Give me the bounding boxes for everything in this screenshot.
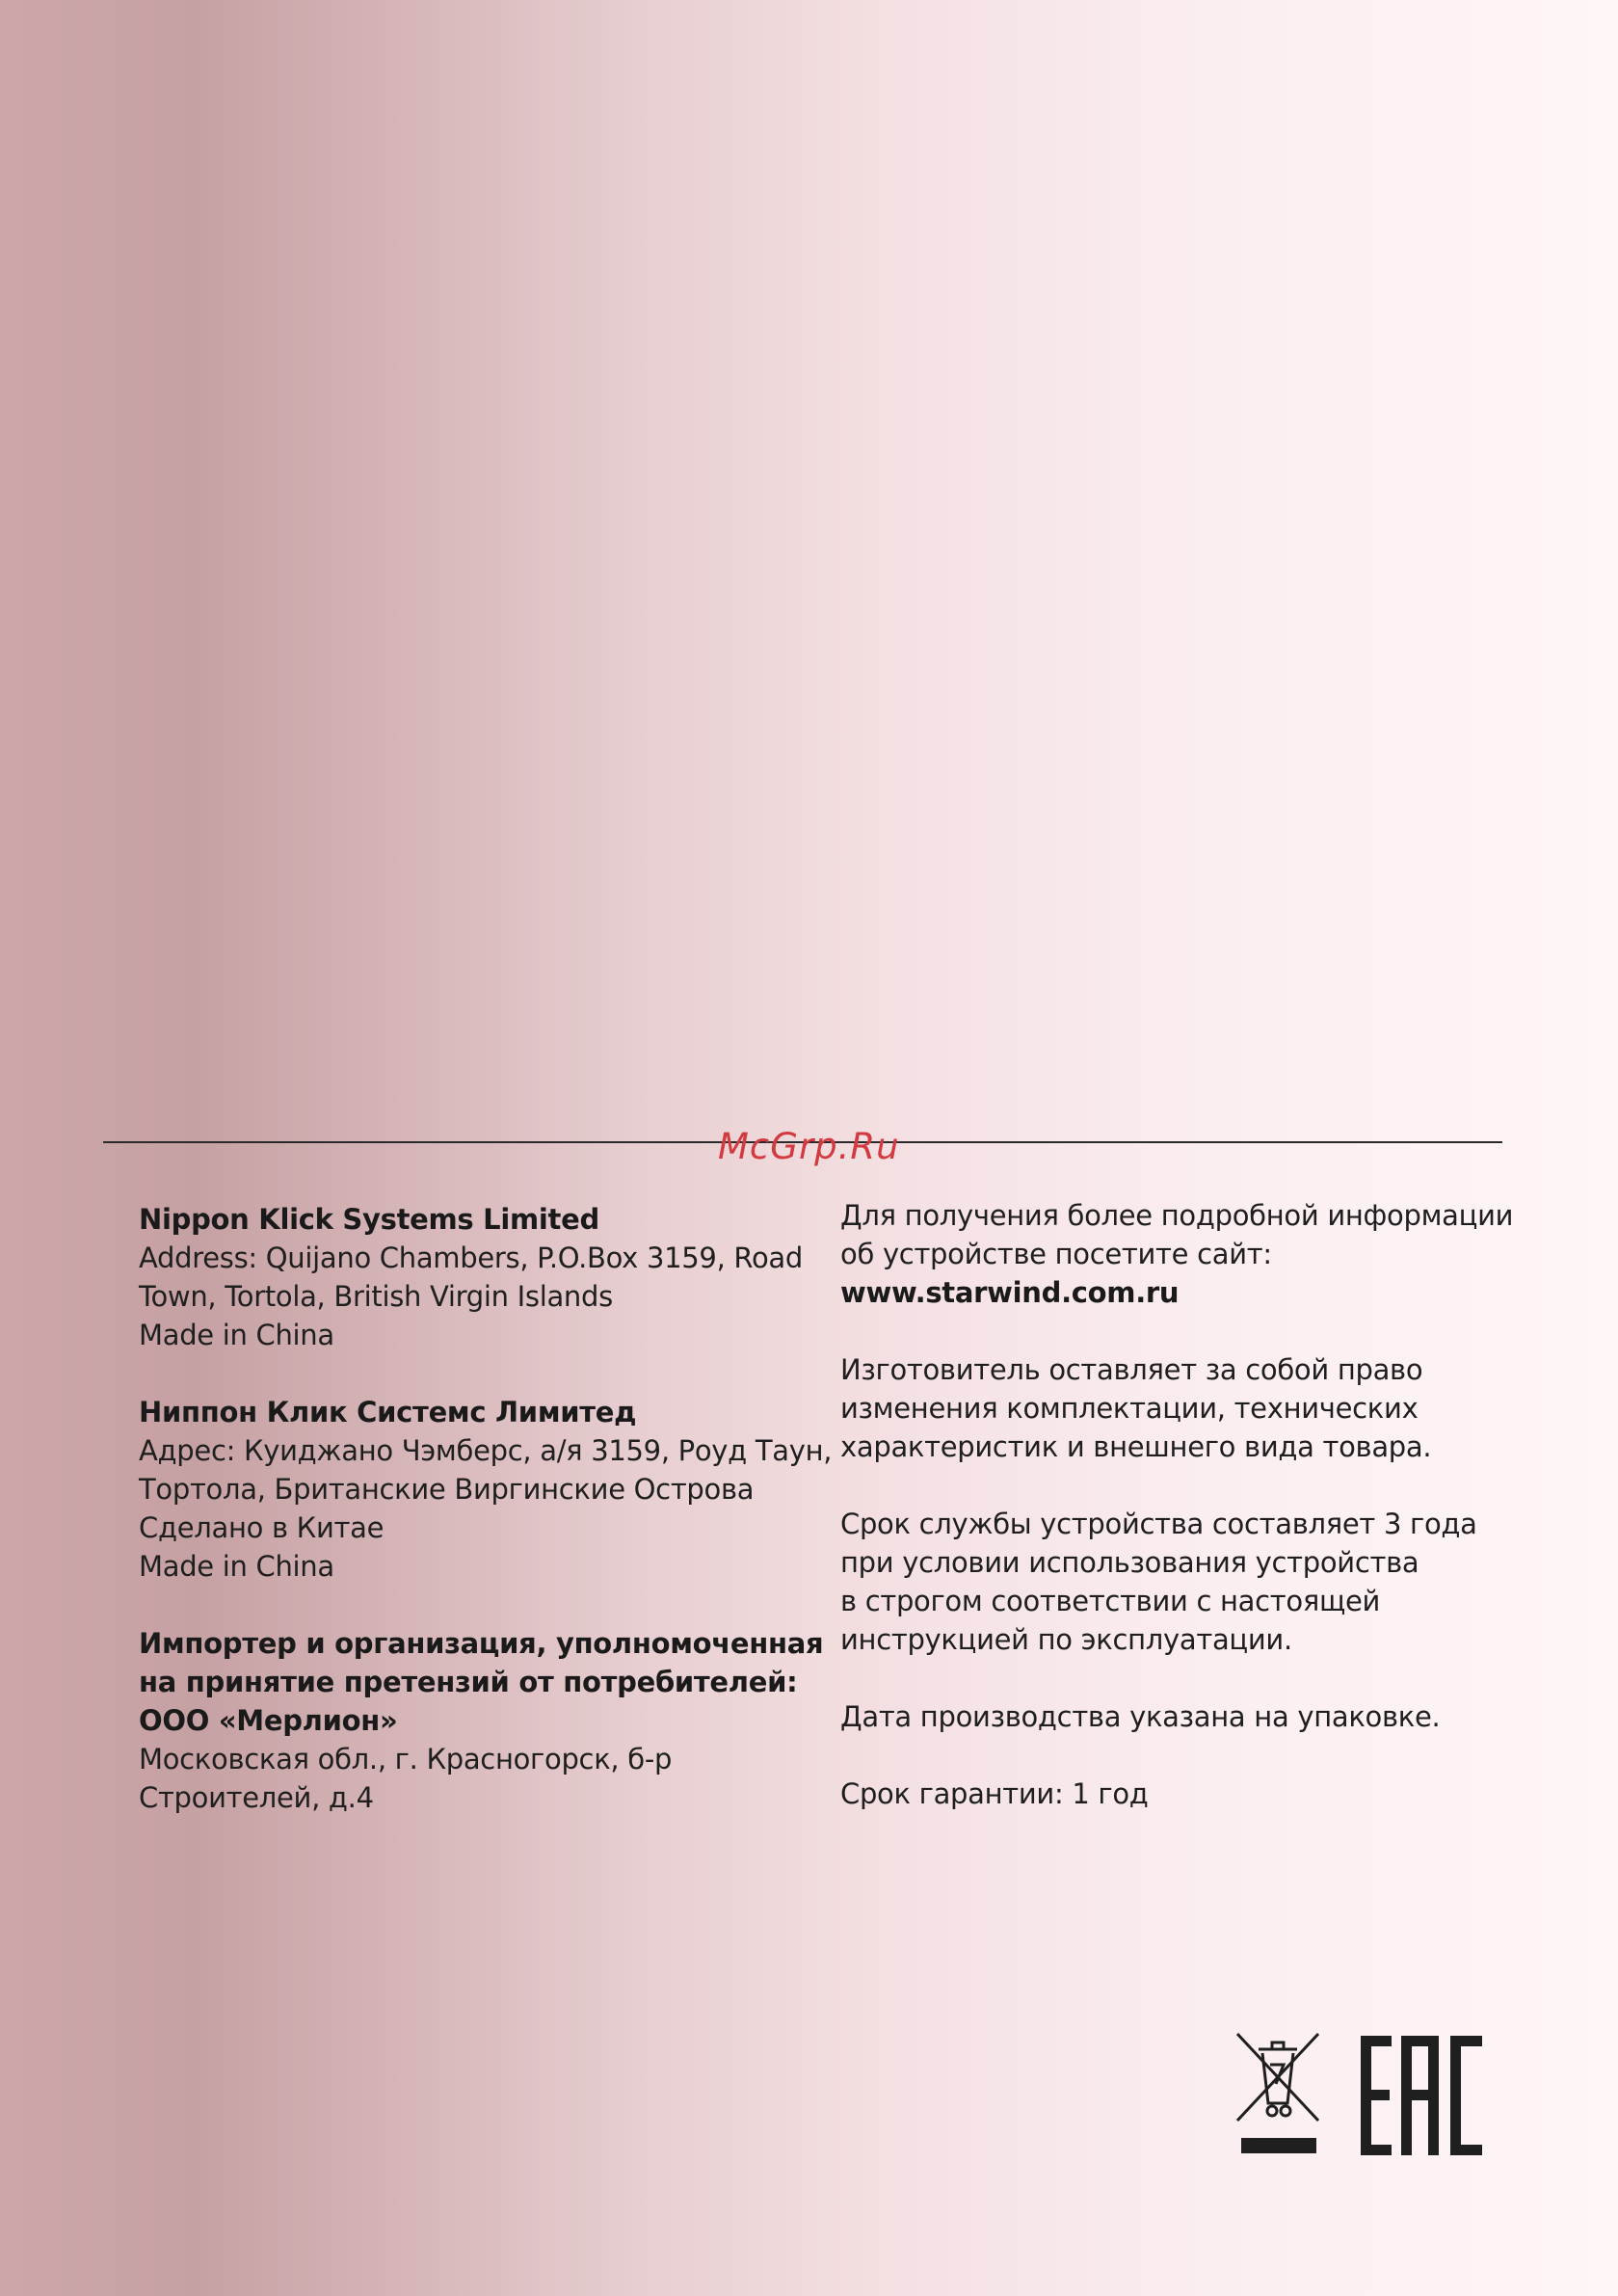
manufacturer-en-name: Nippon Klick Systems Limited [139, 1203, 599, 1236]
warranty-block [840, 1775, 1515, 1813]
crossed-out-bin-icon [1233, 2030, 1322, 2157]
rights-line2: изменения комплектации, технических [840, 1392, 1419, 1425]
watermark: McGrp.Ru [718, 1126, 900, 1167]
service-life-line3: в строгом соответствии с настоящей [840, 1585, 1381, 1617]
more-info-line2: об устройстве посетите сайт: [840, 1238, 1272, 1270]
manufacturer-en-block [139, 1200, 813, 1354]
importer-company: ООО «Мерлион» [139, 1704, 398, 1737]
rights-line1: Изготовитель оставляет за собой право [840, 1353, 1423, 1386]
manufacturer-en-address-line1: Address: Quijano Chambers, P.O.Box 3159, Road [139, 1241, 803, 1274]
importer-block [139, 1624, 824, 1817]
manufacturer-en-address-line2: Town, Tortola, British Virgin Islands [139, 1280, 613, 1313]
manufacturer-ru-address-line2: Тортола, Британские Виргинские Острова [139, 1473, 755, 1506]
eac-mark-icon [1361, 2036, 1482, 2155]
more-info-line1: Для получения более подробной информации [840, 1199, 1514, 1232]
service-life-line1: Срок службы устройства составляет 3 года [840, 1508, 1477, 1540]
service-life-line2: при условии использования устройства [840, 1546, 1419, 1579]
production-date: Дата производства указана на упаковке. [840, 1700, 1441, 1733]
importer-heading-line1: Импортер и организация, уполномоченная [139, 1627, 824, 1660]
manufacturer-en-made-in: Made in China [139, 1319, 334, 1351]
manufacturer-ru-made-in-ru: Сделано в Китае [139, 1511, 385, 1544]
left-column [139, 1200, 833, 1855]
website-link[interactable]: www.starwind.com.ru [840, 1276, 1180, 1309]
right-column [840, 1196, 1515, 1852]
service-life-block [840, 1505, 1515, 1659]
warranty: Срок гарантии: 1 год [840, 1777, 1149, 1810]
manufacturer-ru-block [139, 1393, 833, 1586]
importer-address-line2: Строителей, д.4 [139, 1781, 374, 1814]
manufacturer-ru-made-in-en: Made in China [139, 1550, 334, 1583]
manufacturer-ru-name: Ниппон Клик Системс Лимитед [139, 1396, 637, 1428]
rights-block [840, 1350, 1515, 1466]
rights-line3: характеристик и внешнего вида товара. [840, 1430, 1432, 1463]
more-info-block [840, 1196, 1515, 1312]
production-date-block [840, 1697, 1515, 1736]
service-life-line4: инструкцией по эксплуатации. [840, 1623, 1292, 1656]
manufacturer-ru-address-line1: Адрес: Куиджано Чэмберс, а/я 3159, Роуд Таун, [139, 1434, 833, 1467]
importer-address-line1: Московская обл., г. Красногорск, б-р [139, 1743, 673, 1775]
importer-heading-line2: на принятие претензий от потребителей: [139, 1666, 798, 1698]
